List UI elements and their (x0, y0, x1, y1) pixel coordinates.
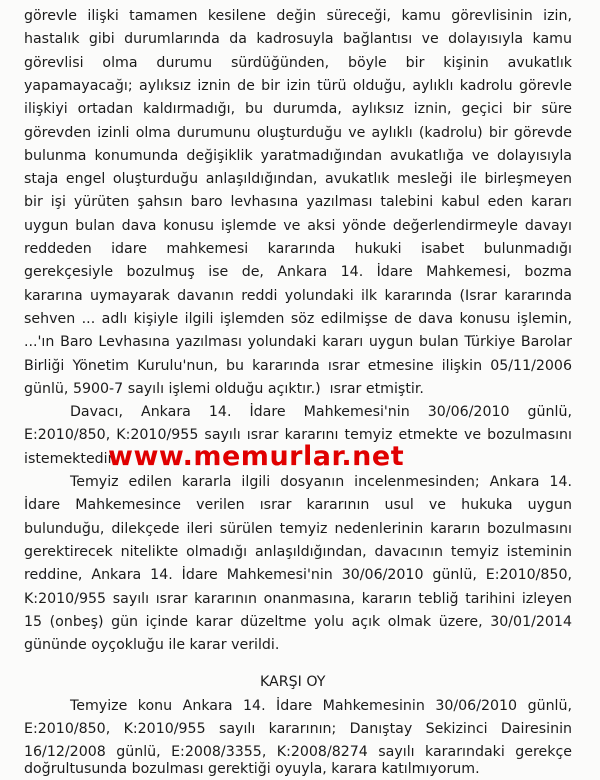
text-line: ilişkiyi ortadan kaldırmadığı, bu durumda, aylıksız iznin, geçici bir süre (24, 101, 572, 118)
text-line: gerektirecek nitelikte olmadığı anlaşıldığından, davacının temyiz isteminin (24, 543, 572, 560)
text-line: bulunma konumunda değişiklik yaratmadığından avukatlığa ve dolayısıyla (24, 147, 572, 164)
text-line: Temyize konu Ankara 14. İdare Mahkemesinin 30/06/2010 günlü, (70, 697, 572, 714)
text-line: hastalık gibi durumlarında da kadrosuyla bağlantısı ve dolayısıyla kamu (24, 31, 572, 48)
text-line: sehven ... adlı kişiyle ilgili işlemden söz edilmişse de dava konusu işlemin, (24, 310, 572, 327)
text-line: doğrultusunda bozulması gerektiği oyuyla, karara katılmıyorum. (24, 761, 480, 777)
text-line: kararına uymayarak davanın reddi yolundaki ilk kararında (Israr kararında (24, 287, 572, 304)
text-line: gerekçesiyle bozulmuş ise de, Ankara 14. İdare Mahkemesi, bozma (24, 264, 572, 281)
text-line: ...'ın Baro Levhasına yazılması yolundaki kararı uygun bulan Türkiye Barolar (24, 334, 572, 351)
text-line: gününde oyçokluğu ile karar verildi. (24, 637, 280, 654)
text-line: uygun bulan dava konusu işlemde ve aksi yönde değerlendirmeyle davayı (24, 217, 572, 234)
text-line: Birliği Yönetim Kurulu'nun, bu kararında ısrar etmesine ilişkin 05/11/2006 (24, 357, 572, 374)
text-line: E:2010/850, K:2010/955 sayılı kararının; Danıştay Sekizinci Dairesinin (24, 721, 572, 737)
text-line: Temyiz edilen kararla ilgili dosyanın incelenmesinden; Ankara 14. (70, 474, 572, 490)
text-line: reddeden idare mahkemesi kararında hukuki isabet bulunmadığı (24, 241, 572, 257)
text-line: reddine, Ankara 14. İdare Mahkemesi'nin 30/06/2010 günlü, E:2010/850, (24, 567, 572, 584)
text-line: İdare Mahkemesince verilen ısrar kararının usul ve hukuka uygun (24, 497, 572, 514)
text-line: görevlisi olma durumu sürdüğünden, böyle bir kişinin avukatlık (24, 54, 572, 71)
text-line: istemektedir. (24, 450, 117, 467)
text-line: bir işi yürüten şahsın baro levhasına yazılması talebini kabul eden kararı (24, 194, 572, 211)
watermark-text: www.memurlar.net (108, 440, 405, 472)
text-line: görevle ilişki tamamen kesilene değin süreceği, kamu görevlisinin izin, (24, 8, 572, 24)
text-line: staja engel oluşturduğu anlaşıldığından, avukatlık mesleği ile birleşmeyen (24, 171, 572, 188)
text-line: bulunduğu, dilekçede ileri sürülen temyiz nedenlerinin kararın bozulmasını (24, 520, 572, 537)
text-line: K:2010/955 sayılı ısrar kararının onanmasına, kararın tebliğ tarihini izleyen (24, 590, 572, 607)
text-line: görevden izinli olma durumunu oluşturduğu ve aylıklı (kadrolu) bir görevde (24, 124, 572, 141)
text-line: 16/12/2008 günlü, E:2008/3355, K:2008/8274 sayılı kararındaki gerekçe (24, 744, 572, 761)
text-line: Davacı, Ankara 14. İdare Mahkemesi'nin 30/06/2010 günlü, (70, 404, 572, 421)
text-line: 15 (onbeş) gün içinde karar düzeltme yolu açık olmak üzere, 30/01/2014 (24, 613, 572, 630)
text-line: E:2010/850, K:2010/955 sayılı ısrar kararını temyiz etmekte ve bozulmasını (24, 427, 572, 444)
text-line: yapamayacağı; aylıksız iznin de bir izin türü olduğu, aylıklı kadrolu görevle (24, 77, 572, 94)
text-line: günlü, 5900-7 sayılı işlemi olduğu açıktır.) ısrar etmiştir. (24, 380, 424, 397)
dissent-heading: KARŞI OY (260, 674, 326, 691)
